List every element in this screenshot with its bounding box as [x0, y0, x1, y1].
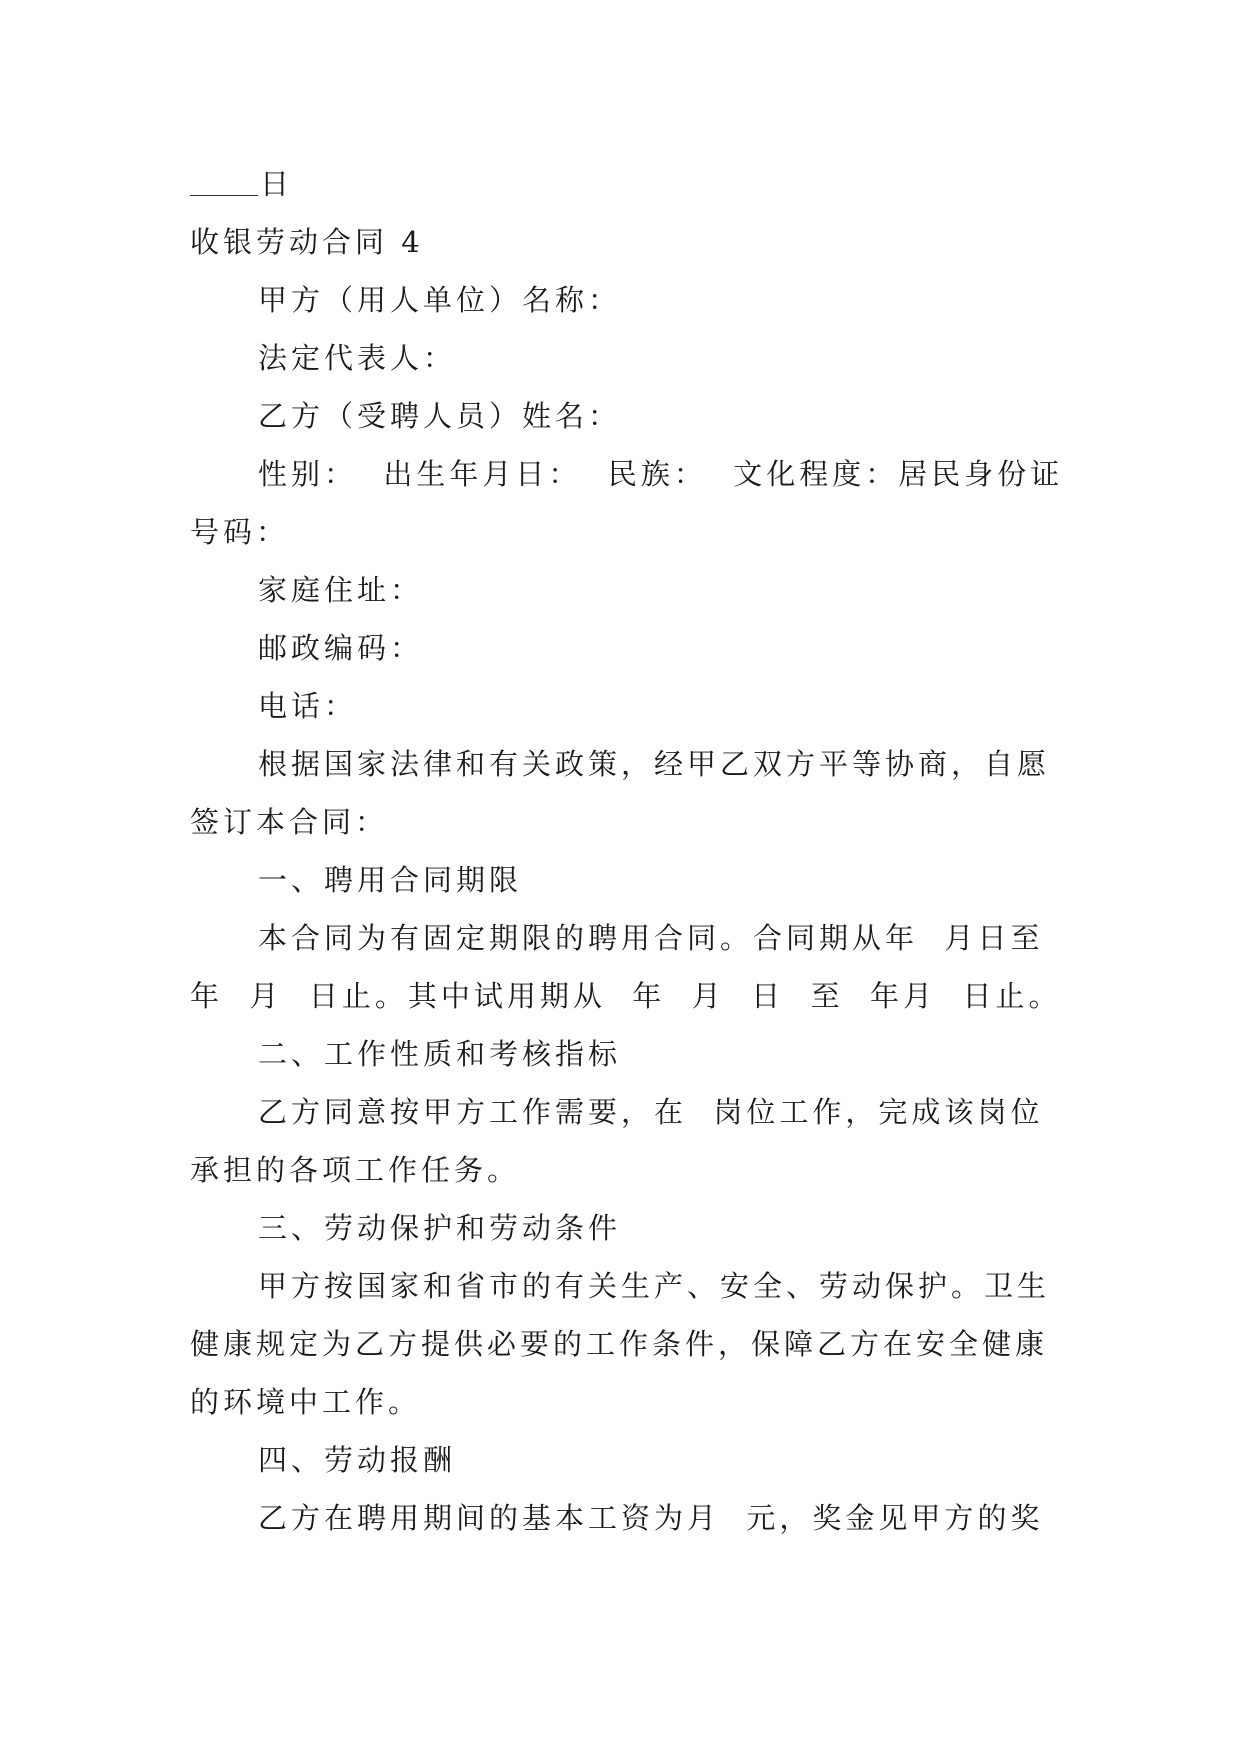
work-nature-paragraph-line-2: 承担的各项工作任务。 — [190, 1153, 521, 1187]
labor-protection-paragraph-line-2: 健康规定为乙方提供必要的工作条件，保障乙方在安全健康 — [190, 1327, 1049, 1361]
document-body — [190, 155, 1064, 1547]
contract-title: 收银劳动合同 4 — [190, 225, 424, 259]
home-address-field: 家庭住址： — [258, 573, 424, 607]
party-a-name-field: 甲方（用人单位）名称： — [258, 283, 622, 317]
personal-info-fields: 性别： 出生年月日： 民族： 文化程度：居民身份证 — [258, 457, 1064, 491]
date-line: 日 — [190, 155, 1050, 213]
labor-protection-paragraph-line-1: 甲方按国家和省市的有关生产、安全、劳动保护。卫生 — [258, 1269, 1051, 1303]
preamble-paragraph-line-2: 签订本合同： — [190, 805, 389, 839]
term-paragraph-line-2: 年 月 日止。其中试用期从 年 月 日 至 年月 日止。 — [190, 979, 1062, 1013]
section-heading-term: 一、聘用合同期限 — [258, 863, 523, 897]
phone-field: 电话： — [258, 689, 358, 723]
legal-representative-field: 法定代表人： — [258, 341, 457, 375]
postal-code-field: 邮政编码： — [258, 631, 424, 665]
labor-protection-paragraph-line-3: 的环境中工作。 — [190, 1385, 422, 1419]
work-nature-paragraph-line-1: 乙方同意按甲方工作需要，在 岗位工作，完成该岗位 — [258, 1095, 1044, 1129]
id-number-field: 号码： — [190, 515, 290, 549]
section-heading-remuneration: 四、劳动报酬 — [258, 1443, 457, 1477]
section-heading-labor-protection: 三、劳动保护和劳动条件 — [258, 1211, 622, 1245]
preamble-paragraph-line-1: 根据国家法律和有关政策，经甲乙双方平等协商，自愿 — [258, 747, 1051, 781]
remuneration-paragraph-line-1: 乙方在聘用期间的基本工资为月 元，奖金见甲方的奖 — [258, 1501, 1044, 1535]
party-b-name-field: 乙方（受聘人员）姓名： — [258, 399, 622, 433]
term-paragraph-line-1: 本合同为有固定期限的聘用合同。合同期从年 月日至 — [258, 921, 1044, 955]
blank-underline — [190, 171, 258, 196]
section-heading-work-nature: 二、工作性质和考核指标 — [258, 1037, 622, 1071]
